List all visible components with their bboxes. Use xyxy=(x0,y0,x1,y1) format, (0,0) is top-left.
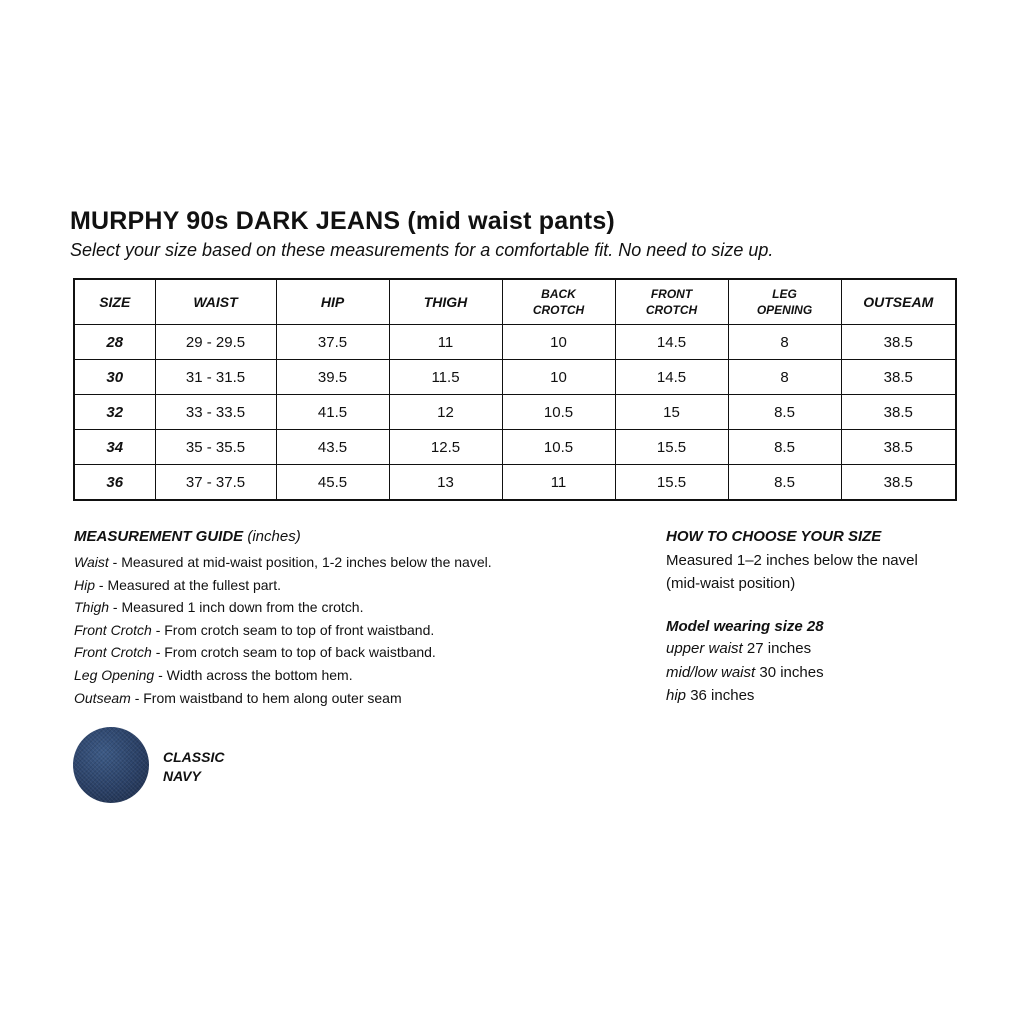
header-label: CROTCH xyxy=(532,303,585,317)
table-cell: 12 xyxy=(389,395,502,430)
guide-term: Outseam xyxy=(74,689,131,706)
model-measure-key: hip xyxy=(666,687,687,704)
table-cell: 8 xyxy=(728,360,841,395)
how-to-choose-section xyxy=(666,528,996,708)
table-cell: 39.5 xyxy=(276,360,389,395)
guide-desc: - Measured at the fullest part. xyxy=(95,576,281,593)
color-swatch-label xyxy=(163,748,263,786)
swatch-label-line: CLASSIC xyxy=(163,749,225,765)
header-waist xyxy=(155,279,276,325)
table-row xyxy=(74,360,956,395)
table-row xyxy=(74,430,956,465)
table-cell: 10 xyxy=(502,360,615,395)
guide-desc: - Width across the bottom hem. xyxy=(154,666,353,683)
table-row xyxy=(74,465,956,501)
guide-term: Waist xyxy=(74,554,109,570)
guide-term: Leg Opening xyxy=(74,666,155,683)
table-row xyxy=(74,325,956,360)
model-measurement xyxy=(666,684,996,708)
table-cell: 15.5 xyxy=(615,465,728,501)
model-size-heading: Model wearing size 28 xyxy=(666,618,824,635)
header-label: OUTSEAM xyxy=(863,293,934,310)
header-label: OPENING xyxy=(756,303,813,317)
header-front-crotch xyxy=(615,279,728,325)
table-cell: 45.5 xyxy=(276,465,389,501)
swatch-label-line: NAVY xyxy=(163,768,201,784)
header-thigh xyxy=(389,279,502,325)
model-measure-key: mid/low waist xyxy=(666,663,756,681)
table-cell: 38.5 xyxy=(841,430,956,465)
guide-desc: - Measured 1 inch down from the crotch. xyxy=(109,599,364,616)
table-cell: 14.5 xyxy=(615,325,728,360)
size-cell: 28 xyxy=(74,325,155,360)
header-leg-opening xyxy=(728,279,841,325)
table-cell: 10.5 xyxy=(502,430,615,465)
measurement-guide-heading xyxy=(74,528,594,545)
table-cell: 38.5 xyxy=(841,465,956,501)
guide-item xyxy=(74,551,594,574)
table-cell: 8.5 xyxy=(728,395,841,430)
guide-item xyxy=(74,619,594,642)
header-label: CROTCH xyxy=(645,303,698,317)
guide-term: Front Crotch xyxy=(74,621,152,638)
header-label: HIP xyxy=(320,293,345,310)
page-subtitle: Select your size based on these measurements for a comfortable fit. No need to size up. xyxy=(70,240,774,260)
size-chart-table xyxy=(73,278,957,501)
table-cell: 31 - 31.5 xyxy=(155,360,276,395)
model-measure-key: upper waist xyxy=(666,640,743,657)
page-title: MURPHY 90s DARK JEANS (mid waist pants) xyxy=(70,207,615,235)
header-back-crotch xyxy=(502,279,615,325)
table-cell: 8 xyxy=(728,325,841,360)
table-row xyxy=(74,395,956,430)
color-swatch xyxy=(73,727,149,803)
table-cell: 29 - 29.5 xyxy=(155,325,276,360)
header-outseam xyxy=(841,279,956,325)
guide-heading-unit: (inches) xyxy=(247,528,301,545)
guide-item xyxy=(74,664,594,687)
table-cell: 8.5 xyxy=(728,465,841,501)
model-measurement xyxy=(666,637,996,661)
table-cell: 11 xyxy=(389,325,502,360)
table-cell: 14.5 xyxy=(615,360,728,395)
size-cell: 32 xyxy=(74,395,155,430)
table-cell: 15.5 xyxy=(615,430,728,465)
table-cell: 38.5 xyxy=(841,395,956,430)
size-cell: 30 xyxy=(74,360,155,395)
guide-item xyxy=(74,641,594,664)
table-cell: 8.5 xyxy=(728,430,841,465)
header-label: FRONT xyxy=(650,287,693,301)
guide-desc: - Measured at mid-waist position, 1-2 inches below the navel. xyxy=(108,554,492,570)
table-cell: 12.5 xyxy=(389,430,502,465)
how-to-choose-line: (mid-waist position) xyxy=(666,575,796,592)
guide-heading-title: MEASUREMENT GUIDE xyxy=(74,528,244,545)
guide-term: Hip xyxy=(74,576,96,593)
table-cell: 35 - 35.5 xyxy=(155,430,276,465)
table-cell: 37.5 xyxy=(276,325,389,360)
guide-term: Front Crotch xyxy=(74,644,152,661)
table-cell: 33 - 33.5 xyxy=(155,395,276,430)
how-to-choose-line: Measured 1–2 inches below the navel xyxy=(666,552,918,569)
model-measurement xyxy=(666,661,996,685)
header-label: WAIST xyxy=(193,293,238,310)
size-cell: 36 xyxy=(74,465,155,501)
table-cell: 11.5 xyxy=(389,360,502,395)
guide-item xyxy=(74,574,594,597)
model-measure-value: 27 inches xyxy=(742,640,812,657)
header-label: SIZE xyxy=(99,293,131,310)
size-cell: 34 xyxy=(74,430,155,465)
how-to-choose-heading: HOW TO CHOOSE YOUR SIZE xyxy=(666,528,882,545)
header-label: LEG xyxy=(772,287,797,301)
table-cell: 13 xyxy=(389,465,502,501)
table-cell: 15 xyxy=(615,395,728,430)
table-header-row xyxy=(74,279,956,325)
table-cell: 38.5 xyxy=(841,360,956,395)
table-cell: 38.5 xyxy=(841,325,956,360)
table-cell: 11 xyxy=(502,465,615,501)
header-size xyxy=(74,279,155,325)
guide-desc: - From crotch seam to top of front waistband. xyxy=(151,621,435,638)
header-hip xyxy=(276,279,389,325)
table-cell: 43.5 xyxy=(276,430,389,465)
header-label: BACK xyxy=(541,287,576,301)
table-cell: 37 - 37.5 xyxy=(155,465,276,501)
table-cell: 41.5 xyxy=(276,395,389,430)
guide-item xyxy=(74,687,594,710)
header-label: THIGH xyxy=(423,293,468,310)
table-cell: 10.5 xyxy=(502,395,615,430)
guide-desc: - From waistband to hem along outer seam xyxy=(130,689,402,706)
model-measure-value: 30 inches xyxy=(755,663,824,681)
table-cell: 10 xyxy=(502,325,615,360)
model-measure-value: 36 inches xyxy=(686,687,755,704)
measurement-guide xyxy=(74,528,594,709)
guide-desc: - From crotch seam to top of back waistband. xyxy=(151,644,436,661)
guide-term: Thigh xyxy=(74,599,110,616)
guide-item xyxy=(74,596,594,619)
